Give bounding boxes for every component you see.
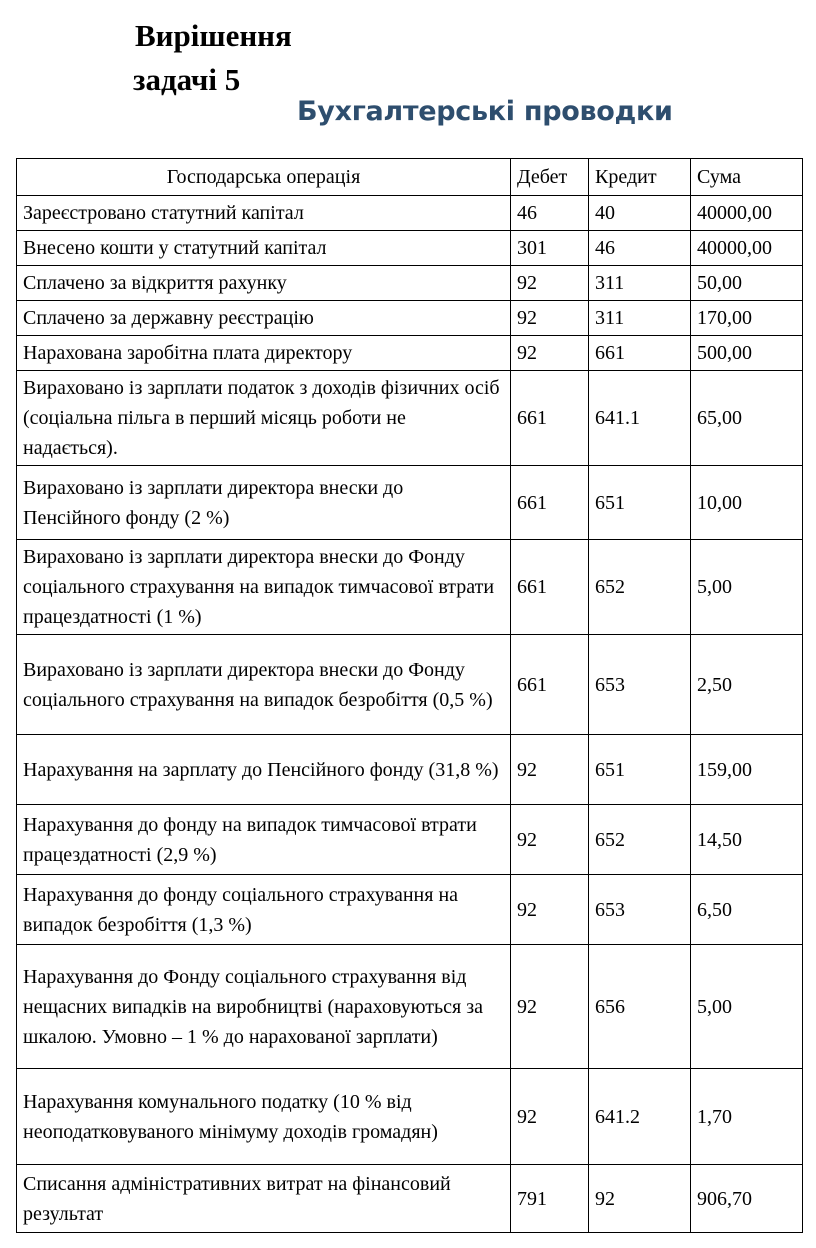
table-row <box>17 945 803 1069</box>
sum-cell: 40000,00 <box>691 231 803 266</box>
operation-cell: Зареєстровано статутний капітал <box>17 196 511 231</box>
debit-cell: 661 <box>511 635 589 735</box>
operation-cell: Нарахування до фонду на випадок тимчасової втрати працездатності (2,9 %) <box>17 805 511 875</box>
header-credit: Кредит <box>589 159 691 196</box>
debit-cell: 661 <box>511 540 589 635</box>
page-title <box>135 14 292 102</box>
operation-cell: Сплачено за відкриття рахунку <box>17 266 511 301</box>
table-row <box>17 231 803 266</box>
table-row <box>17 371 803 466</box>
sum-cell: 50,00 <box>691 266 803 301</box>
operation-cell: Нарахування комунального податку (10 % від неоподатковуваного мінімуму доходів громадян) <box>17 1069 511 1165</box>
operation-cell: Нарахування на зарплату до Пенсійного фонду (31,8 %) <box>17 735 511 805</box>
table-row <box>17 266 803 301</box>
table-row <box>17 1069 803 1165</box>
credit-cell: 46 <box>589 231 691 266</box>
operation-cell: Сплачено за державну реєстрацію <box>17 301 511 336</box>
credit-cell: 311 <box>589 301 691 336</box>
sum-cell: 906,70 <box>691 1165 803 1233</box>
header-sum: Сума <box>691 159 803 196</box>
sum-cell: 2,50 <box>691 635 803 735</box>
sum-cell: 14,50 <box>691 805 803 875</box>
debit-cell: 92 <box>511 805 589 875</box>
table-row <box>17 875 803 945</box>
operation-cell: Нарахування до фонду соціального страхування на випадок безробіття (1,3 %) <box>17 875 511 945</box>
credit-cell: 651 <box>589 466 691 540</box>
table-row <box>17 805 803 875</box>
debit-cell: 92 <box>511 735 589 805</box>
table-row <box>17 635 803 735</box>
page-subtitle: Бухгалтерські проводки <box>297 96 673 127</box>
debit-cell: 92 <box>511 336 589 371</box>
credit-cell: 641.2 <box>589 1069 691 1165</box>
sum-cell: 65,00 <box>691 371 803 466</box>
table-header-row <box>17 159 803 196</box>
table-row <box>17 540 803 635</box>
debit-cell: 92 <box>511 1069 589 1165</box>
credit-cell: 652 <box>589 805 691 875</box>
sum-cell: 500,00 <box>691 336 803 371</box>
operation-cell: Внесено кошти у статутний капітал <box>17 231 511 266</box>
title-line-2: задачі 5 <box>133 62 241 97</box>
sum-cell: 6,50 <box>691 875 803 945</box>
operation-cell: Вираховано із зарплати директора внески до Пенсійного фонду (2 %) <box>17 466 511 540</box>
table-row <box>17 301 803 336</box>
debit-cell: 92 <box>511 266 589 301</box>
debit-cell: 301 <box>511 231 589 266</box>
debit-cell: 92 <box>511 945 589 1069</box>
credit-cell: 651 <box>589 735 691 805</box>
operation-cell: Списання адміністративних витрат на фінансовий результат <box>17 1165 511 1233</box>
operation-cell: Вираховано із зарплати податок з доходів фізичних осіб (соціальна пільга в перший місяць роботи не надається). <box>17 371 511 466</box>
sum-cell: 159,00 <box>691 735 803 805</box>
sum-cell: 170,00 <box>691 301 803 336</box>
header-operation: Господарська операція <box>17 159 511 196</box>
table-row <box>17 466 803 540</box>
credit-cell: 652 <box>589 540 691 635</box>
sum-cell: 5,00 <box>691 540 803 635</box>
table-row <box>17 336 803 371</box>
operation-cell: Нарахована заробітна плата директору <box>17 336 511 371</box>
journal-entries-table <box>16 158 803 1233</box>
sum-cell: 1,70 <box>691 1069 803 1165</box>
credit-cell: 641.1 <box>589 371 691 466</box>
credit-cell: 656 <box>589 945 691 1069</box>
credit-cell: 661 <box>589 336 691 371</box>
table-row <box>17 196 803 231</box>
table-row <box>17 735 803 805</box>
credit-cell: 311 <box>589 266 691 301</box>
operation-cell: Нарахування до Фонду соціального страхування від нещасних випадків на виробництві (нараховуються за шкалою. Умовно – 1 % до нарахованої зарплати) <box>17 945 511 1069</box>
debit-cell: 46 <box>511 196 589 231</box>
debit-cell: 661 <box>511 466 589 540</box>
credit-cell: 653 <box>589 875 691 945</box>
debit-cell: 92 <box>511 301 589 336</box>
credit-cell: 653 <box>589 635 691 735</box>
sum-cell: 10,00 <box>691 466 803 540</box>
header-debit: Дебет <box>511 159 589 196</box>
credit-cell: 92 <box>589 1165 691 1233</box>
credit-cell: 40 <box>589 196 691 231</box>
operation-cell: Вираховано із зарплати директора внески до Фонду соціального страхування на випадок тимчасової втрати працездатності (1 %) <box>17 540 511 635</box>
operation-cell: Вираховано із зарплати директора внески до Фонду соціального страхування на випадок безробіття (0,5 %) <box>17 635 511 735</box>
sum-cell: 5,00 <box>691 945 803 1069</box>
title-line-1: Вирішення <box>135 18 292 53</box>
table-row <box>17 1165 803 1233</box>
sum-cell: 40000,00 <box>691 196 803 231</box>
debit-cell: 661 <box>511 371 589 466</box>
debit-cell: 791 <box>511 1165 589 1233</box>
debit-cell: 92 <box>511 875 589 945</box>
